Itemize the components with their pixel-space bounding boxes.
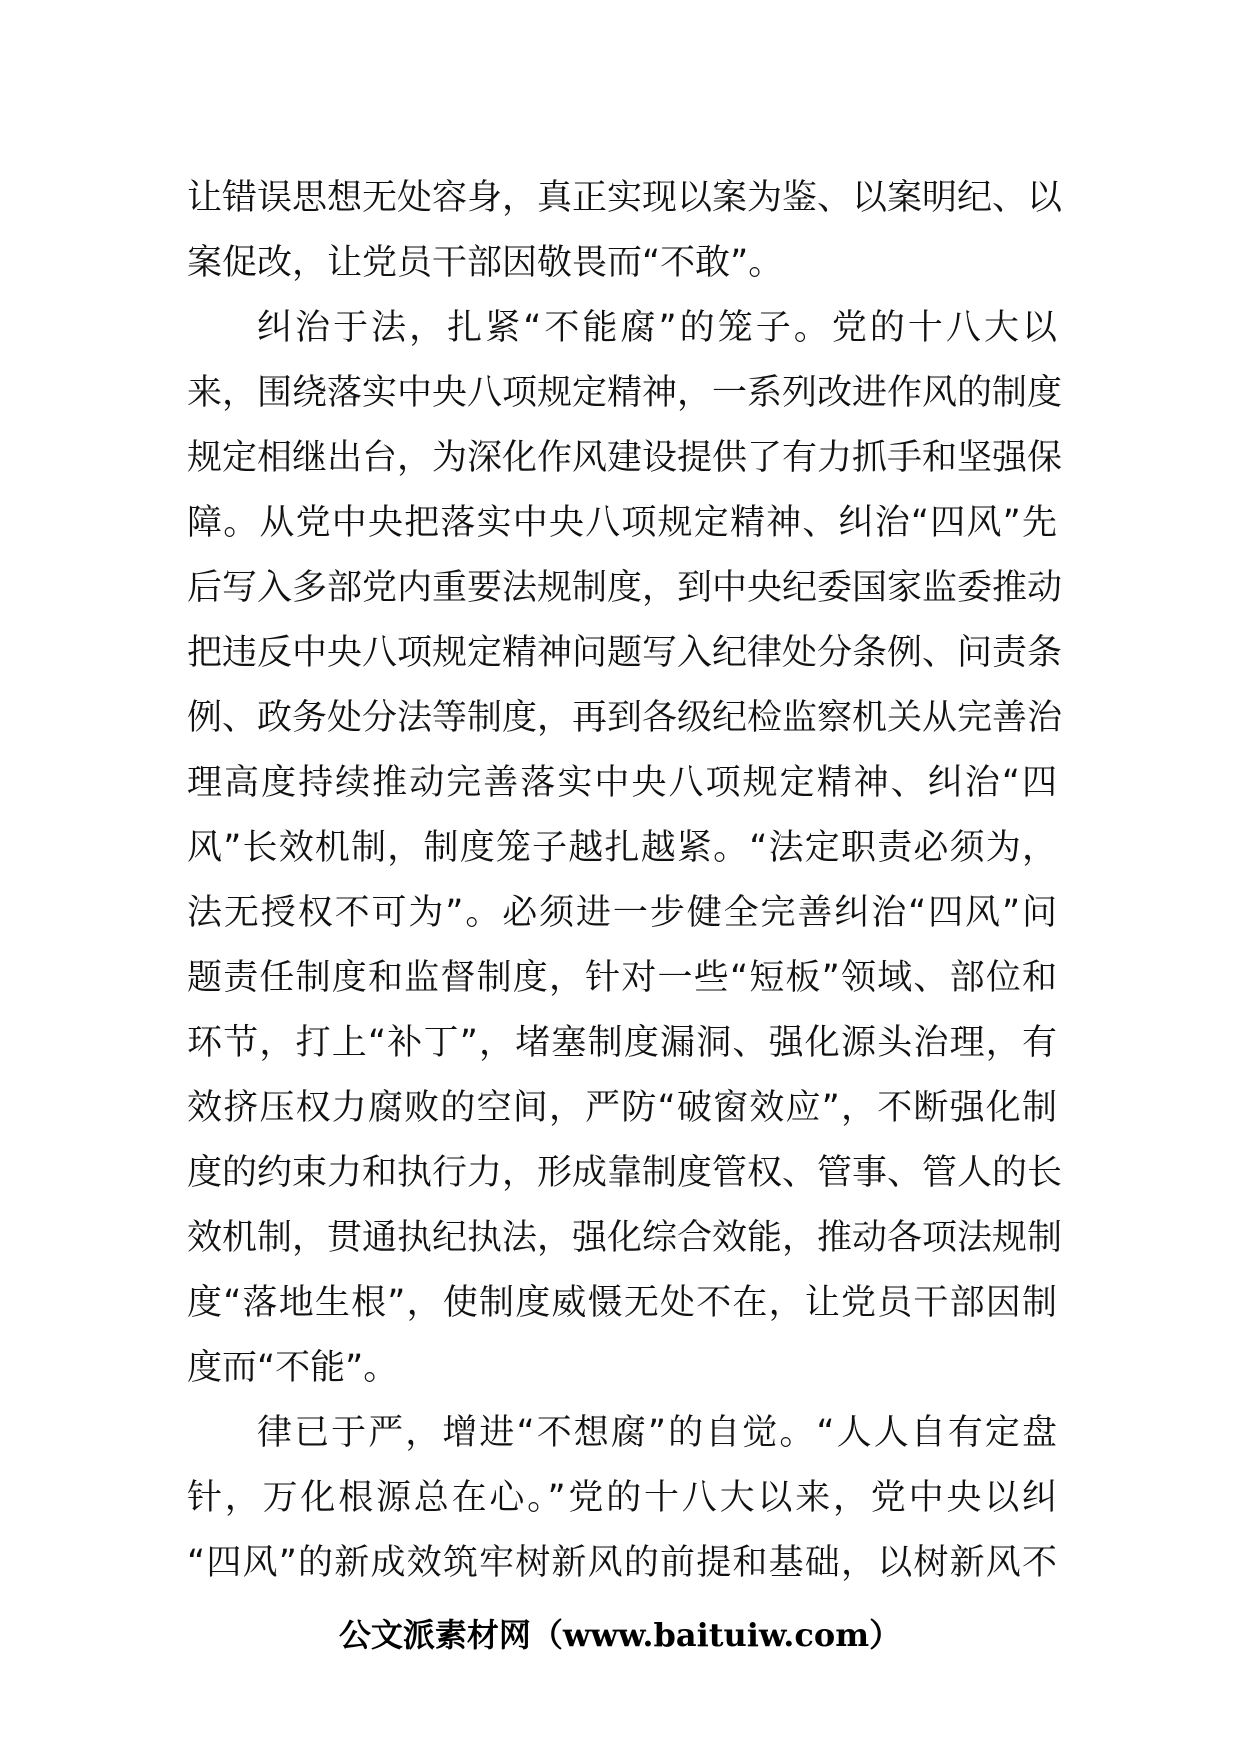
- text-line: 风”长效机制，制度笼子越扎越紧。“法定职责必须为，: [187, 828, 1057, 868]
- text-line: 让错误思想无处容身，真正实现以案为鉴、以案明纪、以: [187, 178, 1063, 218]
- text-line: 把违反中央八项规定精神问题写入纪律处分条例、问责条: [187, 633, 1063, 673]
- text-line: 后写入多部党内重要法规制度，到中央纪委国家监委推动: [187, 568, 1063, 608]
- text-line: 效机制，贯通执纪执法，强化综合效能，推动各项法规制: [187, 1218, 1063, 1258]
- document-body: [187, 166, 1063, 1596]
- paragraph-heading-line: 律已于严，增进“不想腐”的自觉。“人人自有定盘: [257, 1413, 1057, 1453]
- text-line: 案促改，让党员干部因敬畏而“不敢”。: [187, 243, 784, 283]
- text-line: 针，万化根源总在心。”党的十八大以来，党中央以纠: [187, 1478, 1057, 1518]
- text-line: “四风”的新成效筑牢树新风的前提和基础，以树新风不: [187, 1543, 1057, 1583]
- text-line: 度的约束力和执行力，形成靠制度管权、管事、管人的长: [187, 1153, 1063, 1193]
- footer-watermark: 公文派素材网（www.baituiw.com）: [338, 1616, 902, 1654]
- text-line: 例、政务处分法等制度，再到各级纪检监察机关从完善治: [187, 698, 1063, 738]
- text-line: 环节，打上“补丁”，堵塞制度漏洞、强化源头治理，有: [187, 1023, 1057, 1063]
- text-line: 规定相继出台，为深化作风建设提供了有力抓手和坚强保: [187, 438, 1063, 478]
- text-line: 度而“不能”。: [187, 1348, 399, 1388]
- paragraph-heading-line: 纠治于法，扎紧“不能腐”的笼子。党的十八大以: [257, 308, 1057, 348]
- text-line: 题责任制度和监督制度，针对一些“短板”领域、部位和: [187, 958, 1057, 998]
- text-line: 法无授权不可为”。必须进一步健全完善纠治“四风”问: [187, 893, 1057, 933]
- text-line: 效挤压权力腐败的空间，严防“破窗效应”，不断强化制: [187, 1088, 1057, 1128]
- text-line: 障。从党中央把落实中央八项规定精神、纠治“四风”先: [187, 503, 1057, 543]
- text-line: 来，围绕落实中央八项规定精神，一系列改进作风的制度: [187, 373, 1063, 413]
- text-line: 理高度持续推动完善落实中央八项规定精神、纠治“四: [187, 763, 1057, 803]
- text-line: 度“落地生根”，使制度威慑无处不在，让党员干部因制: [187, 1283, 1057, 1323]
